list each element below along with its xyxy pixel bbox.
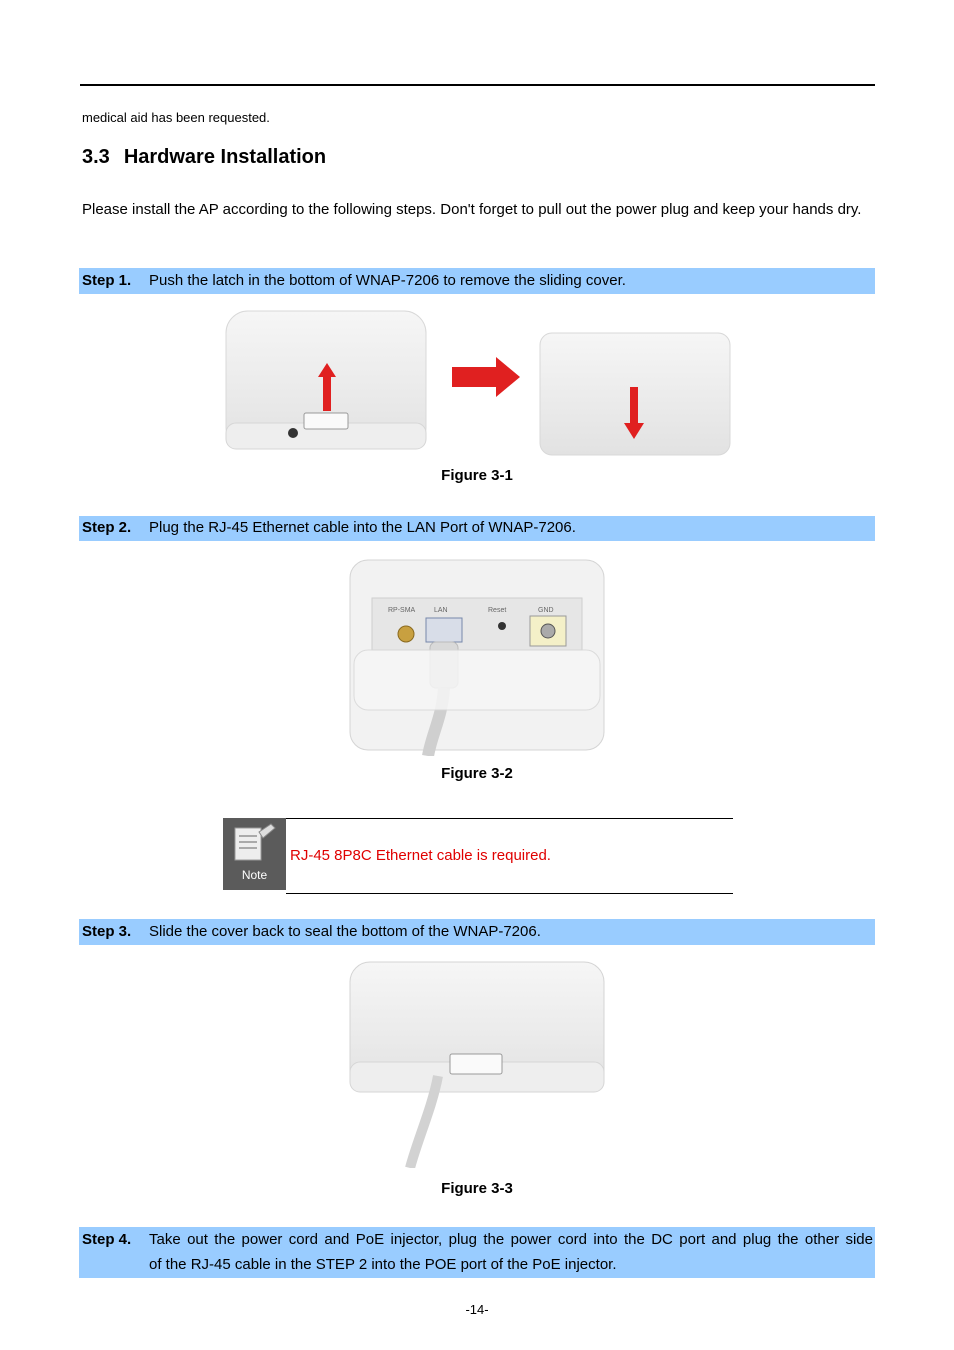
figure-3-2-caption: Figure 3-2 bbox=[441, 765, 513, 782]
step-1-bar bbox=[79, 268, 875, 294]
step-label: Step 1. bbox=[82, 272, 132, 289]
port-label: Reset bbox=[488, 607, 507, 614]
reset-hole-shape bbox=[498, 622, 506, 630]
step-3-bar bbox=[79, 919, 875, 945]
step-text: Slide the cover back to seal the bottom of the WNAP-7206. bbox=[149, 923, 541, 940]
step-label: Step 3. bbox=[82, 923, 132, 940]
step-label: Step 2. bbox=[82, 519, 132, 536]
header-rule bbox=[80, 84, 875, 86]
figure-3-3-caption: Figure 3-3 bbox=[441, 1180, 513, 1197]
step-text-line-2: of the RJ-45 cable in the STEP 2 into the POE port of the PoE injector. bbox=[149, 1256, 617, 1273]
port-label: LAN bbox=[434, 607, 448, 614]
port-hole-shape bbox=[288, 428, 298, 438]
gnd-screw-shape bbox=[541, 624, 555, 638]
port-label: RP-SMA bbox=[388, 607, 416, 614]
step-4-bar bbox=[79, 1227, 875, 1278]
note-icon bbox=[223, 818, 286, 890]
latch-shape bbox=[304, 413, 348, 429]
rp-sma-connector-shape bbox=[398, 626, 414, 642]
lan-port-shape bbox=[426, 618, 462, 642]
note-bottom-rule bbox=[286, 893, 733, 894]
note-top-rule bbox=[286, 818, 733, 819]
step-text-line-1: Take out the power cord and PoE injector, plug the power cord into the DC port and plug the other side bbox=[149, 1231, 873, 1248]
section-title: Hardware Installation bbox=[123, 146, 327, 168]
step-text: Push the latch in the bottom of WNAP-7206 to remove the sliding cover. bbox=[149, 272, 626, 289]
figure-3-1-image bbox=[220, 305, 740, 460]
continuation-text: medical aid has been requested. bbox=[82, 110, 270, 125]
page-number: -14- bbox=[465, 1302, 489, 1317]
port-label: GND bbox=[538, 607, 554, 614]
step-label: Step 4. bbox=[82, 1231, 132, 1248]
note-icon-label: Note bbox=[241, 868, 268, 882]
figure-3-3-image bbox=[346, 958, 608, 1168]
step-2-bar bbox=[79, 516, 875, 541]
figure-3-2-image bbox=[344, 558, 610, 756]
note-text: RJ-45 8P8C Ethernet cable is required. bbox=[290, 847, 551, 864]
intro-paragraph: Please install the AP according to the following steps. Don't forget to pull out the power plug and keep your hands dry. bbox=[82, 201, 862, 218]
section-number: 3.3 bbox=[82, 146, 110, 168]
section-heading bbox=[82, 146, 326, 169]
latch-shape bbox=[450, 1054, 502, 1074]
right-arrow-icon bbox=[452, 357, 520, 397]
figure-3-1-caption: Figure 3-1 bbox=[441, 467, 513, 484]
device-lower-shape bbox=[354, 650, 600, 710]
step-text: Plug the RJ-45 Ethernet cable into the LAN Port of WNAP-7206. bbox=[149, 519, 576, 536]
